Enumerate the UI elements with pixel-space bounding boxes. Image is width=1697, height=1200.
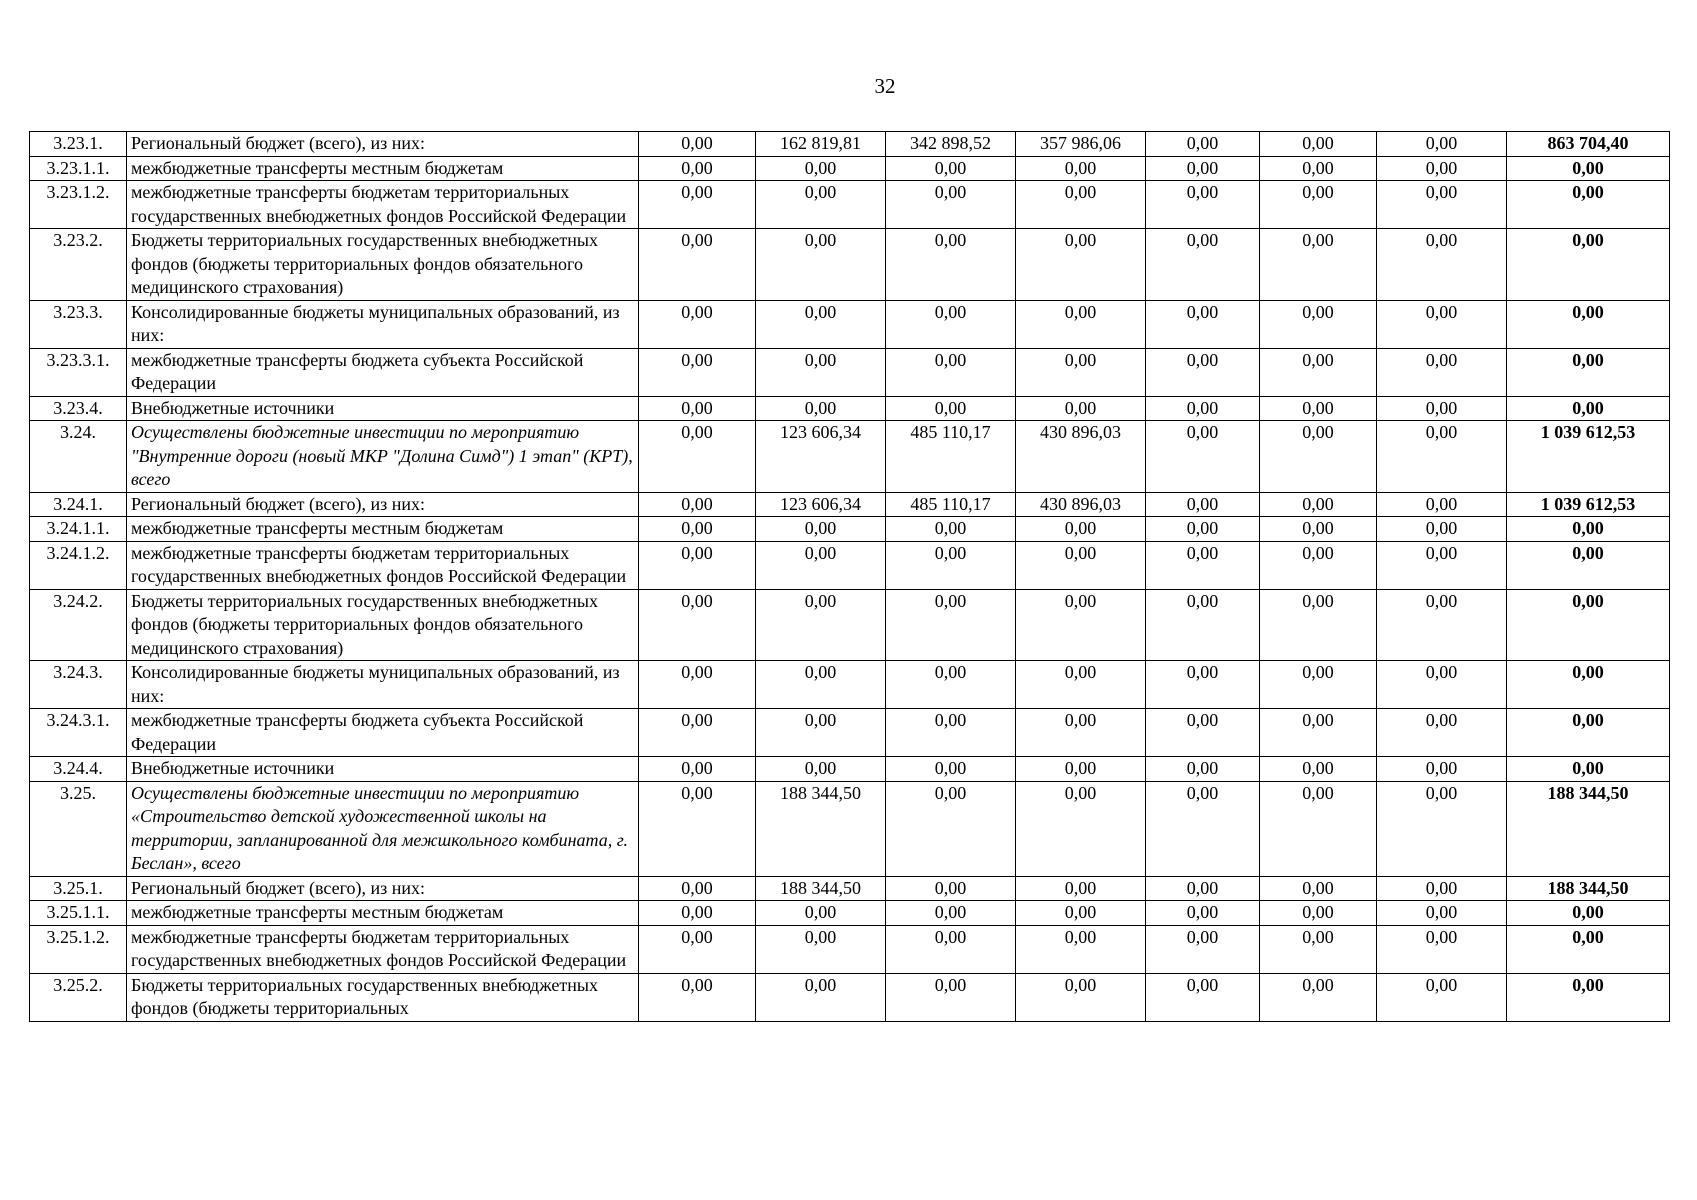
row-value-5: 0,00 xyxy=(1146,589,1260,661)
table-row xyxy=(30,589,1670,661)
row-value-1: 0,00 xyxy=(639,541,756,589)
row-value-5: 0,00 xyxy=(1146,973,1260,1021)
row-description: межбюджетные трансферты бюджетам территориальных государственных внебюджетных фондов Российской Федерации xyxy=(127,925,639,973)
row-total: 0,00 xyxy=(1507,517,1670,542)
row-total: 0,00 xyxy=(1507,661,1670,709)
row-value-1: 0,00 xyxy=(639,781,756,876)
table-row xyxy=(30,876,1670,901)
row-code: 3.24.1. xyxy=(30,492,127,517)
row-value-7: 0,00 xyxy=(1377,229,1507,301)
row-code: 3.25.1. xyxy=(30,876,127,901)
row-value-5: 0,00 xyxy=(1146,181,1260,229)
row-value-2: 0,00 xyxy=(756,229,886,301)
row-value-4: 0,00 xyxy=(1016,541,1146,589)
row-value-3: 0,00 xyxy=(886,156,1016,181)
row-value-5: 0,00 xyxy=(1146,709,1260,757)
row-value-2: 0,00 xyxy=(756,348,886,396)
table-row xyxy=(30,300,1670,348)
row-value-6: 0,00 xyxy=(1260,229,1377,301)
row-value-1: 0,00 xyxy=(639,132,756,157)
row-description: Бюджеты территориальных государственных внебюджетных фондов (бюджеты территориальных xyxy=(127,973,639,1021)
row-value-5: 0,00 xyxy=(1146,300,1260,348)
row-description: межбюджетные трансферты бюджета субъекта Российской Федерации xyxy=(127,348,639,396)
row-value-3: 0,00 xyxy=(886,876,1016,901)
row-value-3: 0,00 xyxy=(886,661,1016,709)
table-row xyxy=(30,973,1670,1021)
row-code: 3.23.1.1. xyxy=(30,156,127,181)
row-value-5: 0,00 xyxy=(1146,901,1260,926)
row-value-2: 162 819,81 xyxy=(756,132,886,157)
row-value-6: 0,00 xyxy=(1260,492,1377,517)
row-value-6: 0,00 xyxy=(1260,541,1377,589)
row-description: Региональный бюджет (всего), из них: xyxy=(127,876,639,901)
table-body xyxy=(30,132,1670,1022)
row-value-4: 0,00 xyxy=(1016,396,1146,421)
row-value-5: 0,00 xyxy=(1146,396,1260,421)
row-total: 1 039 612,53 xyxy=(1507,421,1670,493)
row-total: 0,00 xyxy=(1507,589,1670,661)
row-value-7: 0,00 xyxy=(1377,181,1507,229)
row-value-3: 0,00 xyxy=(886,300,1016,348)
row-value-1: 0,00 xyxy=(639,661,756,709)
row-value-3: 0,00 xyxy=(886,709,1016,757)
row-value-4: 0,00 xyxy=(1016,925,1146,973)
table-row xyxy=(30,661,1670,709)
table-row xyxy=(30,229,1670,301)
row-value-1: 0,00 xyxy=(639,156,756,181)
table-row xyxy=(30,421,1670,493)
row-description: Осуществлены бюджетные инвестиции по мероприятию «Строительство детской художественной школы на территории, запланированной для межшкольного комбината, г. Беслан», всего xyxy=(127,781,639,876)
row-value-1: 0,00 xyxy=(639,517,756,542)
row-value-5: 0,00 xyxy=(1146,421,1260,493)
row-value-7: 0,00 xyxy=(1377,589,1507,661)
row-total: 863 704,40 xyxy=(1507,132,1670,157)
row-value-2: 0,00 xyxy=(756,396,886,421)
row-total: 188 344,50 xyxy=(1507,781,1670,876)
row-description: межбюджетные трансферты бюджетам территориальных государственных внебюджетных фондов Российской Федерации xyxy=(127,181,639,229)
row-description: Внебюджетные источники xyxy=(127,396,639,421)
row-value-5: 0,00 xyxy=(1146,229,1260,301)
row-value-3: 485 110,17 xyxy=(886,421,1016,493)
row-value-7: 0,00 xyxy=(1377,300,1507,348)
row-code: 3.23.3. xyxy=(30,300,127,348)
row-code: 3.23.2. xyxy=(30,229,127,301)
row-description: Региональный бюджет (всего), из них: xyxy=(127,492,639,517)
row-total: 0,00 xyxy=(1507,901,1670,926)
row-value-2: 0,00 xyxy=(756,757,886,782)
row-value-3: 0,00 xyxy=(886,757,1016,782)
row-value-6: 0,00 xyxy=(1260,661,1377,709)
row-value-4: 0,00 xyxy=(1016,300,1146,348)
row-description: Бюджеты территориальных государственных внебюджетных фондов (бюджеты территориальных фондов обязательного медицинского страхования) xyxy=(127,589,639,661)
table-row xyxy=(30,709,1670,757)
row-value-5: 0,00 xyxy=(1146,348,1260,396)
row-value-3: 0,00 xyxy=(886,181,1016,229)
row-value-4: 0,00 xyxy=(1016,348,1146,396)
row-value-1: 0,00 xyxy=(639,589,756,661)
row-value-1: 0,00 xyxy=(639,973,756,1021)
table-row xyxy=(30,132,1670,157)
row-value-1: 0,00 xyxy=(639,229,756,301)
row-value-7: 0,00 xyxy=(1377,781,1507,876)
row-value-1: 0,00 xyxy=(639,421,756,493)
row-value-1: 0,00 xyxy=(639,876,756,901)
row-value-4: 0,00 xyxy=(1016,517,1146,542)
row-value-3: 0,00 xyxy=(886,348,1016,396)
row-value-5: 0,00 xyxy=(1146,661,1260,709)
row-value-4: 0,00 xyxy=(1016,876,1146,901)
row-value-7: 0,00 xyxy=(1377,156,1507,181)
row-value-4: 0,00 xyxy=(1016,156,1146,181)
row-value-1: 0,00 xyxy=(639,492,756,517)
row-code: 3.24.4. xyxy=(30,757,127,782)
row-value-7: 0,00 xyxy=(1377,132,1507,157)
table-row xyxy=(30,901,1670,926)
row-total: 0,00 xyxy=(1507,300,1670,348)
row-description: Консолидированные бюджеты муниципальных образований, из них: xyxy=(127,661,639,709)
row-value-5: 0,00 xyxy=(1146,517,1260,542)
row-value-2: 0,00 xyxy=(756,661,886,709)
row-code: 3.24.3.1. xyxy=(30,709,127,757)
row-total: 0,00 xyxy=(1507,229,1670,301)
row-value-3: 0,00 xyxy=(886,517,1016,542)
row-total: 0,00 xyxy=(1507,709,1670,757)
row-value-6: 0,00 xyxy=(1260,348,1377,396)
row-total: 0,00 xyxy=(1507,348,1670,396)
table-row xyxy=(30,925,1670,973)
row-code: 3.24.1.1. xyxy=(30,517,127,542)
row-value-7: 0,00 xyxy=(1377,492,1507,517)
row-value-1: 0,00 xyxy=(639,709,756,757)
row-code: 3.23.3.1. xyxy=(30,348,127,396)
row-value-6: 0,00 xyxy=(1260,925,1377,973)
row-total: 0,00 xyxy=(1507,181,1670,229)
page-number: 32 xyxy=(874,74,896,98)
row-value-2: 123 606,34 xyxy=(756,421,886,493)
row-code: 3.24.2. xyxy=(30,589,127,661)
row-description: межбюджетные трансферты местным бюджетам xyxy=(127,901,639,926)
row-value-1: 0,00 xyxy=(639,925,756,973)
row-value-3: 485 110,17 xyxy=(886,492,1016,517)
row-value-6: 0,00 xyxy=(1260,181,1377,229)
row-value-6: 0,00 xyxy=(1260,781,1377,876)
table-row xyxy=(30,781,1670,876)
row-value-7: 0,00 xyxy=(1377,348,1507,396)
row-value-6: 0,00 xyxy=(1260,517,1377,542)
row-value-3: 0,00 xyxy=(886,589,1016,661)
row-value-7: 0,00 xyxy=(1377,421,1507,493)
row-value-5: 0,00 xyxy=(1146,492,1260,517)
table-row xyxy=(30,757,1670,782)
row-value-7: 0,00 xyxy=(1377,396,1507,421)
row-value-3: 0,00 xyxy=(886,229,1016,301)
row-value-2: 188 344,50 xyxy=(756,781,886,876)
row-value-5: 0,00 xyxy=(1146,781,1260,876)
row-total: 0,00 xyxy=(1507,541,1670,589)
row-value-6: 0,00 xyxy=(1260,421,1377,493)
row-value-4: 0,00 xyxy=(1016,973,1146,1021)
row-description: Региональный бюджет (всего), из них: xyxy=(127,132,639,157)
row-value-4: 0,00 xyxy=(1016,229,1146,301)
row-total: 0,00 xyxy=(1507,973,1670,1021)
row-value-4: 357 986,06 xyxy=(1016,132,1146,157)
row-value-3: 0,00 xyxy=(886,973,1016,1021)
row-total: 0,00 xyxy=(1507,757,1670,782)
row-description: Осуществлены бюджетные инвестиции по мероприятию "Внутренние дороги (новый МКР "Долина Симд") 1 этап" (КРТ), всего xyxy=(127,421,639,493)
row-value-6: 0,00 xyxy=(1260,973,1377,1021)
row-value-4: 0,00 xyxy=(1016,757,1146,782)
row-code: 3.25.2. xyxy=(30,973,127,1021)
table-row xyxy=(30,156,1670,181)
row-value-7: 0,00 xyxy=(1377,709,1507,757)
row-value-4: 0,00 xyxy=(1016,901,1146,926)
row-description: Внебюджетные источники xyxy=(127,757,639,782)
row-value-4: 0,00 xyxy=(1016,709,1146,757)
table-row xyxy=(30,517,1670,542)
row-total: 0,00 xyxy=(1507,925,1670,973)
row-value-3: 0,00 xyxy=(886,925,1016,973)
row-value-2: 0,00 xyxy=(756,925,886,973)
row-value-5: 0,00 xyxy=(1146,156,1260,181)
row-description: межбюджетные трансферты бюджетам территориальных государственных внебюджетных фондов Российской Федерации xyxy=(127,541,639,589)
row-value-6: 0,00 xyxy=(1260,757,1377,782)
row-value-5: 0,00 xyxy=(1146,925,1260,973)
row-value-1: 0,00 xyxy=(639,300,756,348)
row-code: 3.25.1.2. xyxy=(30,925,127,973)
row-code: 3.24.1.2. xyxy=(30,541,127,589)
row-value-7: 0,00 xyxy=(1377,517,1507,542)
row-value-7: 0,00 xyxy=(1377,541,1507,589)
row-description: Консолидированные бюджеты муниципальных образований, из них: xyxy=(127,300,639,348)
row-value-6: 0,00 xyxy=(1260,396,1377,421)
row-code: 3.24. xyxy=(30,421,127,493)
row-total: 188 344,50 xyxy=(1507,876,1670,901)
row-value-3: 342 898,52 xyxy=(886,132,1016,157)
row-value-3: 0,00 xyxy=(886,396,1016,421)
row-value-7: 0,00 xyxy=(1377,925,1507,973)
row-code: 3.24.3. xyxy=(30,661,127,709)
row-value-5: 0,00 xyxy=(1146,541,1260,589)
row-value-2: 188 344,50 xyxy=(756,876,886,901)
row-value-1: 0,00 xyxy=(639,181,756,229)
row-value-6: 0,00 xyxy=(1260,901,1377,926)
budget-table xyxy=(29,131,1670,1022)
row-value-6: 0,00 xyxy=(1260,132,1377,157)
row-value-2: 0,00 xyxy=(756,517,886,542)
row-value-1: 0,00 xyxy=(639,348,756,396)
table-row xyxy=(30,181,1670,229)
row-value-6: 0,00 xyxy=(1260,709,1377,757)
row-value-2: 0,00 xyxy=(756,901,886,926)
row-total: 0,00 xyxy=(1507,396,1670,421)
row-code: 3.25. xyxy=(30,781,127,876)
row-description: межбюджетные трансферты местным бюджетам xyxy=(127,517,639,542)
row-value-4: 430 896,03 xyxy=(1016,492,1146,517)
row-value-2: 0,00 xyxy=(756,709,886,757)
row-value-5: 0,00 xyxy=(1146,876,1260,901)
row-code: 3.23.4. xyxy=(30,396,127,421)
row-value-7: 0,00 xyxy=(1377,973,1507,1021)
row-value-6: 0,00 xyxy=(1260,300,1377,348)
row-value-4: 0,00 xyxy=(1016,181,1146,229)
row-value-7: 0,00 xyxy=(1377,876,1507,901)
row-value-4: 430 896,03 xyxy=(1016,421,1146,493)
row-value-1: 0,00 xyxy=(639,396,756,421)
row-value-3: 0,00 xyxy=(886,901,1016,926)
row-total: 0,00 xyxy=(1507,156,1670,181)
row-value-2: 0,00 xyxy=(756,181,886,229)
row-value-5: 0,00 xyxy=(1146,757,1260,782)
row-code: 3.23.1.2. xyxy=(30,181,127,229)
table-row xyxy=(30,348,1670,396)
row-value-4: 0,00 xyxy=(1016,589,1146,661)
row-code: 3.25.1.1. xyxy=(30,901,127,926)
row-value-6: 0,00 xyxy=(1260,876,1377,901)
row-code: 3.23.1. xyxy=(30,132,127,157)
row-description: Бюджеты территориальных государственных внебюджетных фондов (бюджеты территориальных фондов обязательного медицинского страхования) xyxy=(127,229,639,301)
row-description: межбюджетные трансферты бюджета субъекта Российской Федерации xyxy=(127,709,639,757)
row-value-2: 0,00 xyxy=(756,589,886,661)
row-value-2: 0,00 xyxy=(756,973,886,1021)
row-total: 1 039 612,53 xyxy=(1507,492,1670,517)
row-value-7: 0,00 xyxy=(1377,757,1507,782)
row-value-2: 0,00 xyxy=(756,156,886,181)
row-value-3: 0,00 xyxy=(886,781,1016,876)
row-value-4: 0,00 xyxy=(1016,781,1146,876)
table-row xyxy=(30,541,1670,589)
row-value-6: 0,00 xyxy=(1260,156,1377,181)
table-row xyxy=(30,396,1670,421)
row-value-2: 0,00 xyxy=(756,300,886,348)
row-value-6: 0,00 xyxy=(1260,589,1377,661)
row-value-3: 0,00 xyxy=(886,541,1016,589)
row-value-5: 0,00 xyxy=(1146,132,1260,157)
row-value-4: 0,00 xyxy=(1016,661,1146,709)
row-value-1: 0,00 xyxy=(639,901,756,926)
row-value-2: 0,00 xyxy=(756,541,886,589)
table-row xyxy=(30,492,1670,517)
row-value-1: 0,00 xyxy=(639,757,756,782)
row-value-7: 0,00 xyxy=(1377,901,1507,926)
row-value-2: 123 606,34 xyxy=(756,492,886,517)
row-description: межбюджетные трансферты местным бюджетам xyxy=(127,156,639,181)
row-value-7: 0,00 xyxy=(1377,661,1507,709)
